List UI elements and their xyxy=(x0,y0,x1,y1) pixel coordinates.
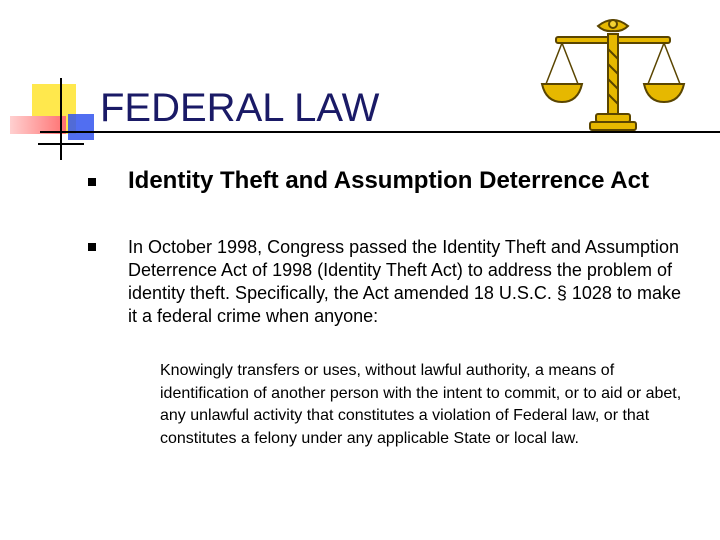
blue-square xyxy=(68,114,94,140)
bullet-heading: Identity Theft and Assumption Deterrence Act xyxy=(128,167,649,194)
square-bullet-icon xyxy=(88,178,96,186)
scales-of-justice-icon xyxy=(538,14,688,132)
square-bullet-icon xyxy=(88,243,96,251)
statute-quote: Knowingly transfers or uses, without lawful authority, a means of identification of another person with the intent to commit, or to aid or abet, any unlawful activity that constitutes a violation of Federal law, or that constitutes a felony under any applicable State or local law. xyxy=(160,362,682,447)
short-horizontal-rule xyxy=(38,143,84,145)
corner-decoration xyxy=(0,0,110,170)
slide-title: FEDERAL LAW xyxy=(100,86,380,130)
vertical-rule xyxy=(60,78,62,160)
bullet-body: In October 1998, Congress passed the Identity Theft and Assumption Deterrence Act of 1998 (Identity Theft Act) to address the problem of identity theft. Specifically, the Act amended 18 U.S.C. § 1028 to make it a federal crime when anyone: xyxy=(128,237,681,326)
